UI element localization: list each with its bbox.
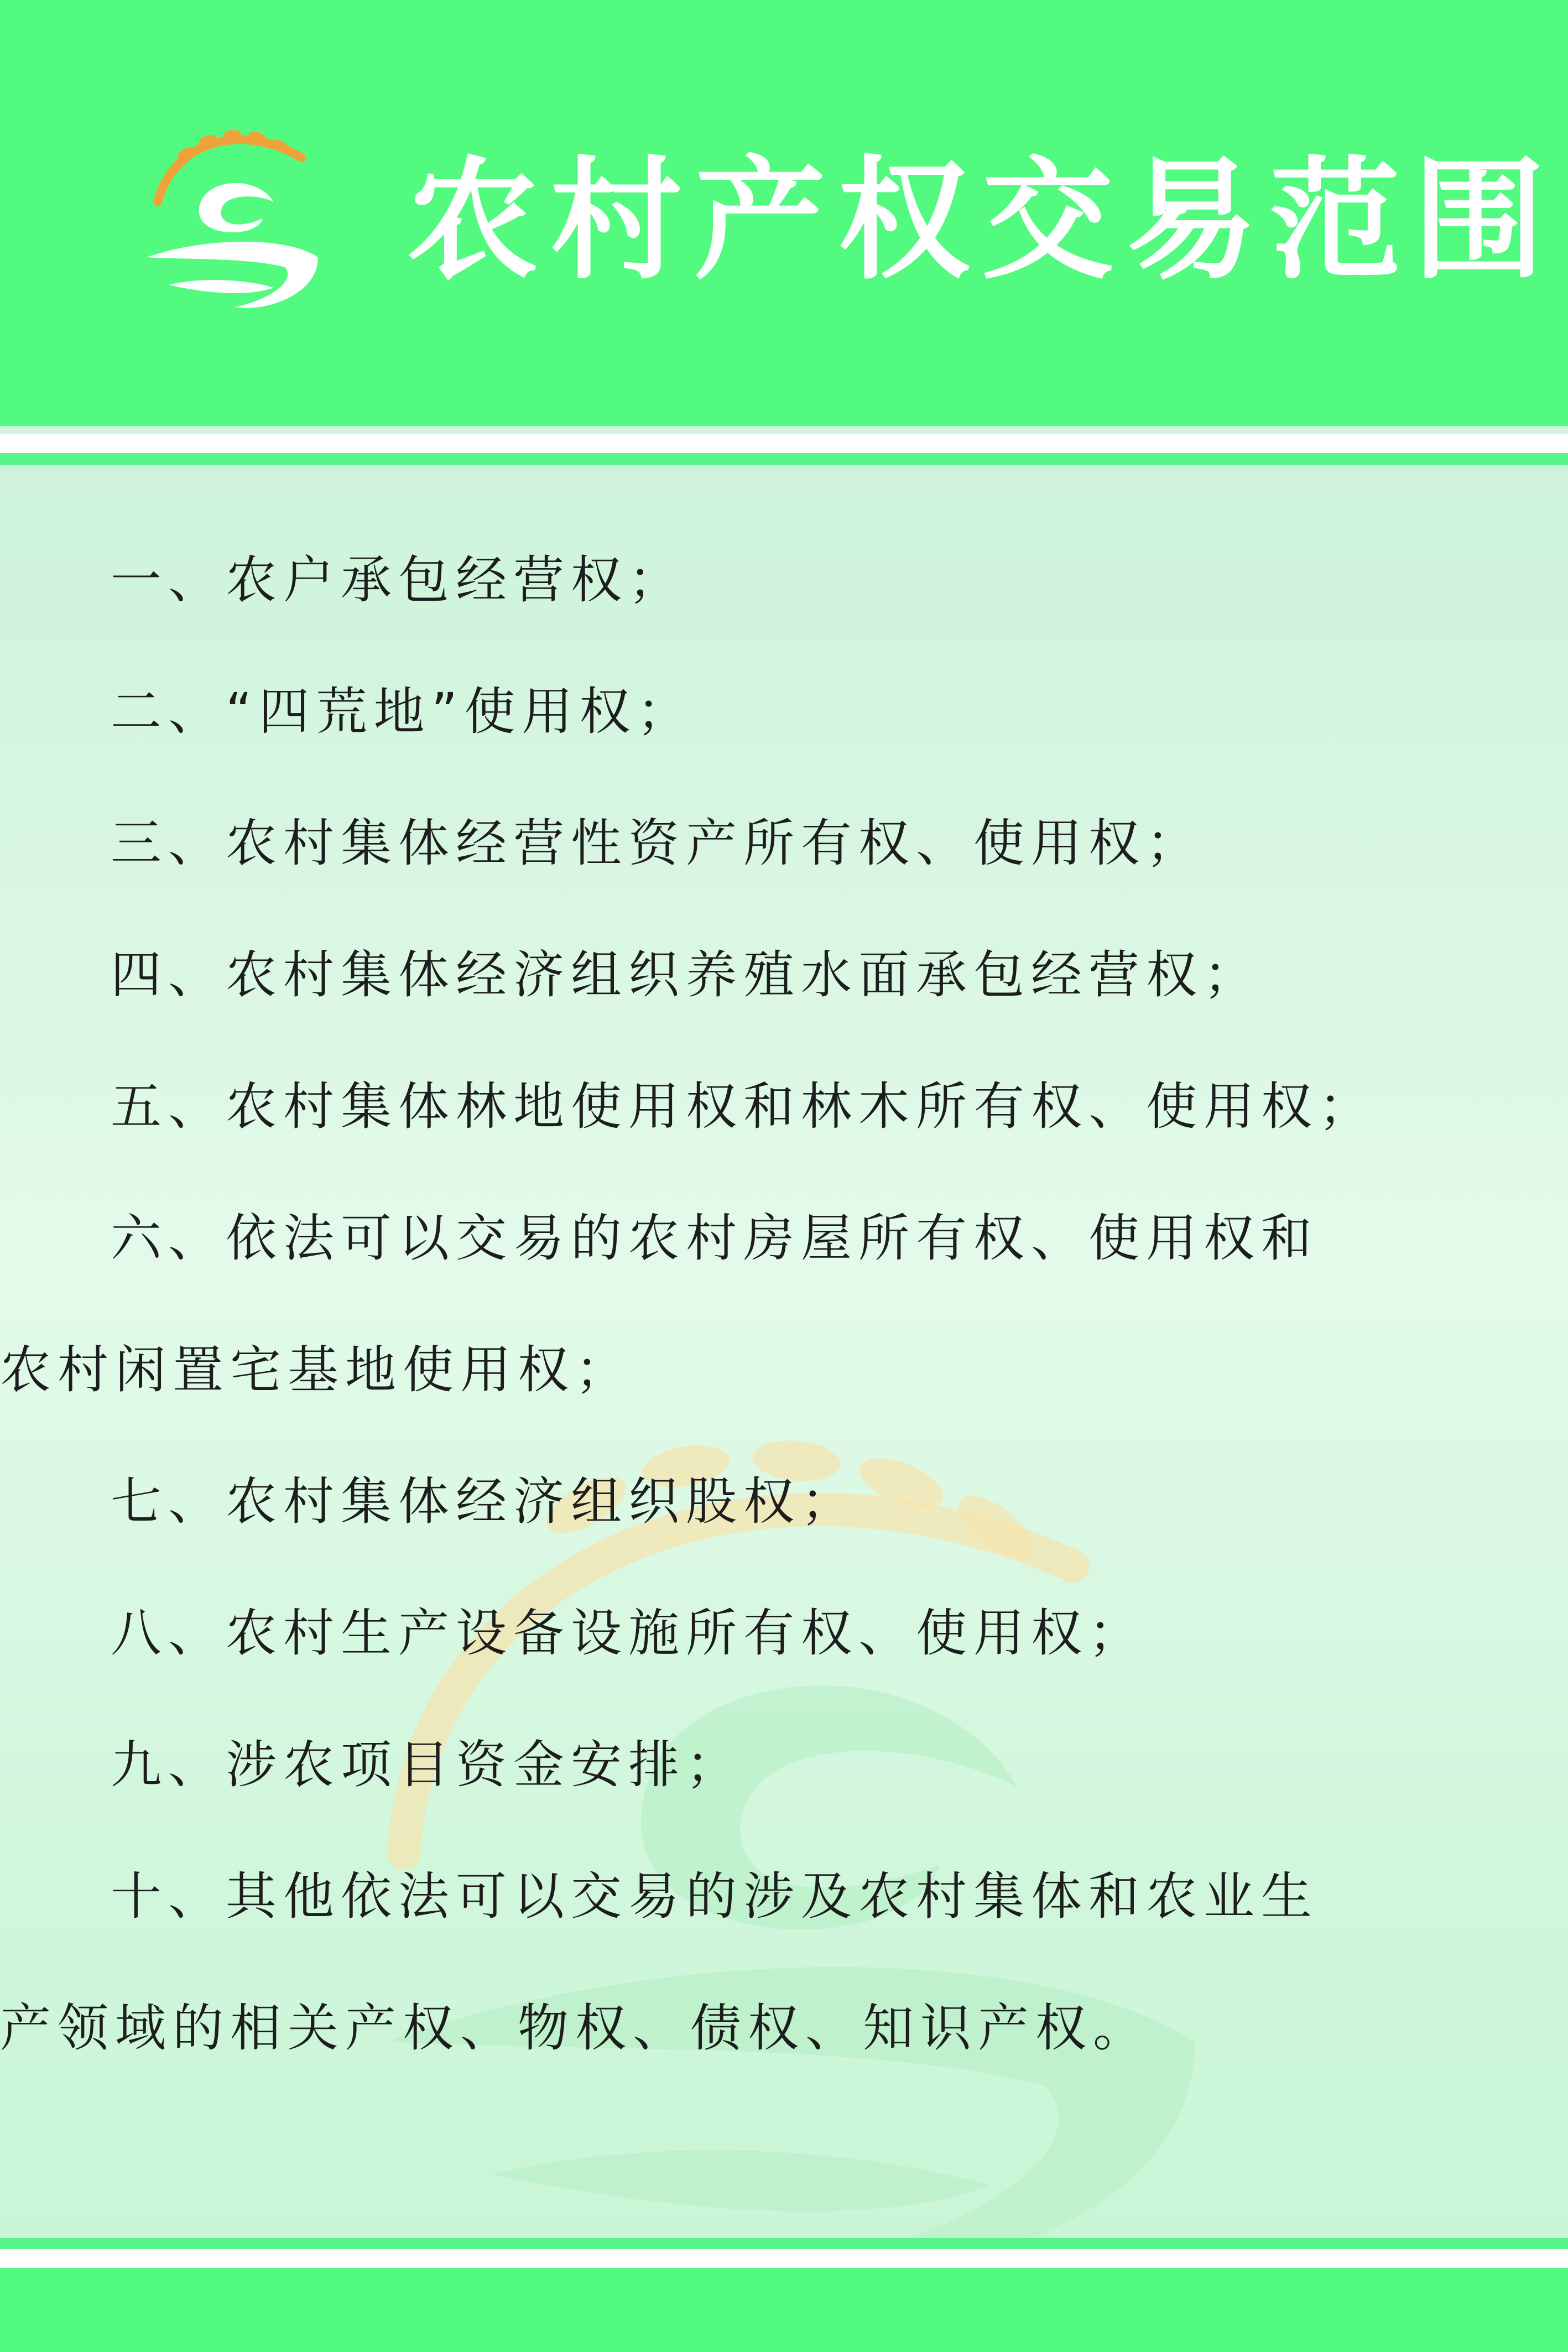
list-item: 十、其他依法可以交易的涉及农村集体和农业生 [111,1867,1319,1926]
footer-divider-line [0,2238,1568,2249]
list-item: 八、农村生产设备设施所有权、使用权； [111,1604,1147,1663]
rice-logo-icon [136,119,340,324]
list-item-continuation: 产领域的相关产权、物权、债权、知识产权。 [0,1999,1151,2058]
list-item: 二、“四荒地”使用权； [111,682,695,741]
list-item: 五、农村集体林地使用权和林木所有权、使用权； [111,1077,1377,1136]
list-item: 三、农村集体经营性资产所有权、使用权； [111,814,1204,873]
footer-banner [0,2268,1568,2352]
footer-divider [0,2249,1568,2268]
list-item: 六、依法可以交易的农村房屋所有权、使用权和 [111,1209,1319,1268]
list-item: 一、农户承包经营权； [111,550,686,610]
page-title: 农村产权交易范围 [407,144,1557,298]
list-item: 九、涉农项目资金安排； [111,1735,744,1794]
list-item: 七、农村集体经济组织股权； [111,1472,859,1531]
header-divider [0,434,1568,453]
rights-list [0,514,1504,2094]
list-item: 四、农村集体经济组织养殖水面承包经营权； [111,945,1262,1005]
list-item-continuation: 农村闲置宅基地使用权； [0,1340,633,1399]
header-divider-line [0,453,1568,465]
